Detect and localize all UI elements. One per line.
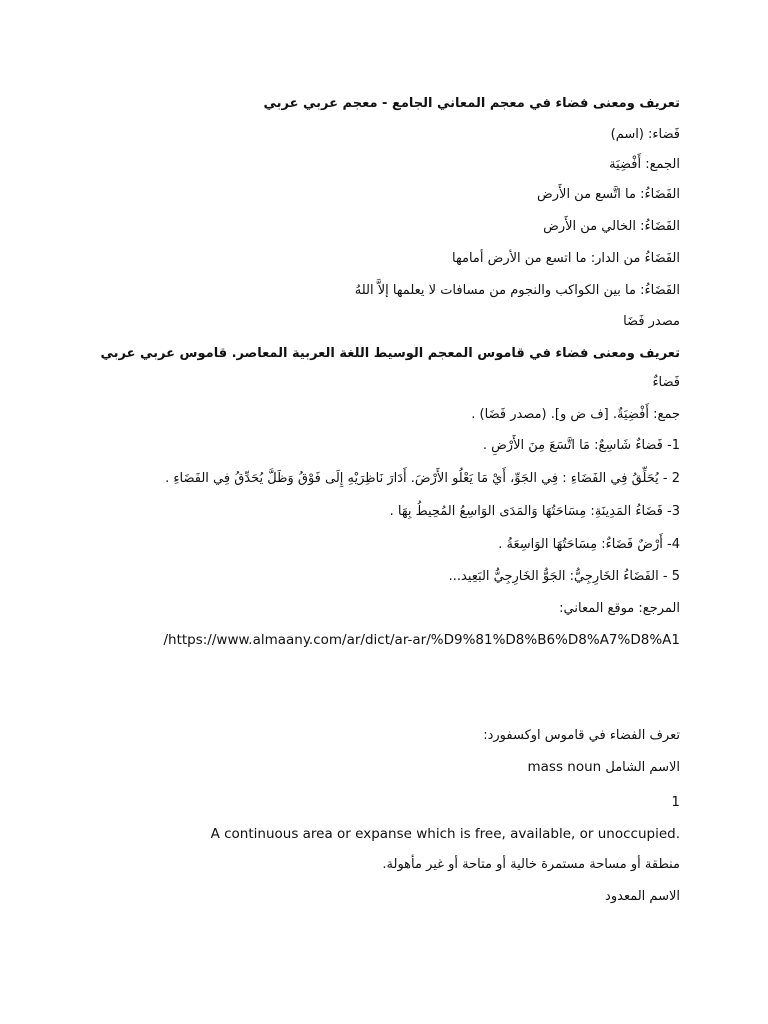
section2-line-3: 2 - يُحَلِّقُ فِي الفَضَاءِ : فِي الجَوِّ، أَيْ مَا يَعْلُو الأَرْضَ. أَدَارَ نَاظِرَيْهِ إِلَى فَوْقُ وَظَلَّ يُحَدِّقُ فِي الفَضَاءِ . bbox=[165, 471, 680, 486]
section2-line-5: 4- أَرْضٌ فَضَاءٌ: مِسَاحَتُهَا الوَاسِعَةُ . bbox=[498, 537, 680, 552]
section1-line-4: الفَضَاءُ من الدار: ما اتسع من الأرض أمامها bbox=[452, 251, 680, 266]
section2-line-6: 5 - الفَضَاءُ الخَارِجِيُّ: الجَوُّ الخَارِجِيُّ البَعِيد... bbox=[448, 569, 680, 584]
section2-line-2: 1- فَضاءٌ شَاسِعٌ: مَا اتَّسَعَ مِنَ الأَرْضِ . bbox=[482, 438, 680, 453]
reference-url[interactable]: https://www.almaany.com/ar/dict/ar-ar/%D9%81%D8%B6%D8%A7%D8%A1/ bbox=[163, 632, 680, 648]
noun-label bbox=[88, 758, 680, 777]
definition-en: .A continuous area or expanse which is free, available, or unoccupied bbox=[210, 826, 680, 842]
definition-number: 1 bbox=[671, 794, 680, 810]
section2-line-4: 3- فَضَاءُ المَدِينَةِ: مِسَاحَتُهَا وَالمَدَى الوَاسِعُ المُحِيطُ بِهَا . bbox=[389, 504, 680, 519]
section1-line-3: الفَضَاءُ: الخالي من الأَرض bbox=[543, 219, 680, 234]
section2-line-1: جمع: أَفْضِيَةٌ. [ف ض و]. (مصدر فَضَا) . bbox=[471, 407, 680, 422]
section1-line-0: فَضاء: (اسم) bbox=[610, 127, 680, 142]
section1-line-2: الفَضَاءُ: ما اتَّسع من الأَرض bbox=[537, 187, 680, 202]
section1-line-1: الجمع: أَفْضِيَة bbox=[609, 157, 680, 172]
definition-ar: منطقة أو مساحة مستمرة خالية أو متاحة أو غير مأهولة. bbox=[382, 857, 680, 872]
oxford-intro: تعرف الفضاء في قاموس اوكسفورد: bbox=[483, 728, 680, 743]
section2-line-0: فَضاءٌ bbox=[652, 375, 680, 390]
noun-label-en: mass noun bbox=[527, 759, 602, 775]
section1-line-6: مصدر فَضَا bbox=[623, 314, 680, 329]
section2-line-7: المرجع: موقع المعاني: bbox=[559, 601, 680, 616]
section2-title: تعريف ومعنى فضاء في قاموس المعجم الوسيط اللغة العربية المعاصر. قاموس عربي عربي bbox=[100, 346, 680, 361]
noun-label-ar: الاسم الشامل bbox=[605, 760, 680, 775]
section1-line-5: الفَضَاءُ: ما بين الكواكب والنجوم من مسافات لا يعلمها إلاَّ اللهُ bbox=[354, 283, 680, 298]
countable-label: الاسم المعدود bbox=[605, 889, 680, 904]
section1-title: تعريف ومعنى فضاء في معجم المعاني الجامع - معجم عربي عربي bbox=[263, 96, 680, 111]
